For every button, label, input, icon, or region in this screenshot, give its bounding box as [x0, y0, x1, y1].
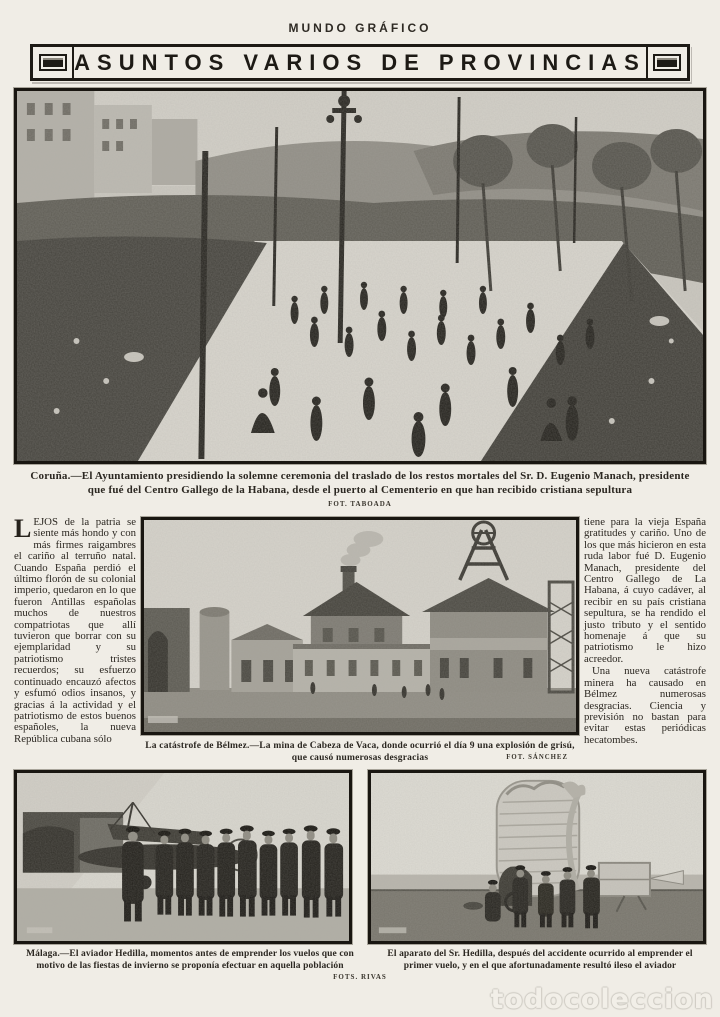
article-right-column	[584, 517, 706, 746]
aviation-photos-credit: FOTS. RIVAS	[333, 973, 387, 981]
coruna-procession-illustration	[17, 91, 703, 461]
malaga-left-caption: Málaga.—El aviador Hedilla, momentos antes de emprender los vuelos que con motivo de las fiestas de invierno se proponía efectuar en aquella población	[26, 949, 354, 971]
aviation-photo-row	[14, 770, 706, 944]
hedilla-group-photo	[14, 770, 352, 944]
malaga-right-caption: El aparato del Sr. Hedilla, después del accidente ocurrido al emprender el primer vuelo, y en el que afortunadamente resultó ileso el aviador	[387, 949, 693, 971]
drop-cap: L	[14, 514, 32, 543]
hedilla-group-illustration	[17, 773, 349, 941]
article-left-column	[14, 514, 136, 746]
coruna-caption: Coruña.—El Ayuntamiento presidiendo la solemne ceremonia del traslado de los restos mortales del Sr. D. Eugenio Manach, presidente que fué del Centro Gallego de la Habana, desde el puerto al Cementerio en que han recibido cristiana sepultura	[30, 470, 690, 496]
belmez-photo-credit: FOT. SÁNCHEZ	[506, 754, 568, 761]
hedilla-wreck-photo	[368, 770, 706, 944]
belmez-caption-line1: La catástrofe de Bélmez.—La mina de Cabeza de Vaca, donde ocurrió el día 9 una explosión de grisú,	[145, 741, 575, 751]
hedilla-wreck-illustration	[371, 773, 703, 941]
banner-ornament-left-icon	[33, 47, 74, 78]
banner-ornament-right-icon	[646, 47, 687, 78]
belmez-caption	[118, 740, 602, 764]
article-right-text-1: tiene para la vieja España gratitudes y cariño. Uno de los que más hicieron en esta ruda labor fué D. Eugenio Manach, presidente del Centro Gallego de La Habana, á cuyo cadáver, al recibir en su país cristiana sepultura, se ha rendido el justo tributo y el sentido homenaje á que su patriotismo le hizo acreedor.	[584, 516, 706, 665]
belmez-mine-photo	[141, 517, 579, 735]
section-banner	[30, 44, 690, 81]
article-left-text: EJOS de la patria se siente más hondo y con más firmes raigambres el cariño al terruño natal. Cuando España perdió el último florón de su colonial imperio, quedaron en lo que fueron Antillas españolas muchos de nuestros compatriotas que allí tuvieron que borrar con su ejemplaridad y su patriotismo tristes recuerdos; su esfuerzo continuado encauzó afectos y esfumó odios insanos, y gracias á la actividad y el patriotismo de estos buenos españoles, la nueva República cubana sólo	[14, 516, 136, 745]
coruna-photo-credit: FOT. TABOADA	[328, 500, 392, 508]
coruna-procession-photo	[14, 88, 706, 464]
belmez-caption-line2: que causó numerosas desgracias	[291, 753, 429, 763]
masthead-title: MUNDO GRÁFICO	[288, 21, 432, 35]
article-row	[14, 514, 706, 746]
article-right-text-2: Una nueva catástrofe minera ha causado en Bélmez numerosas desgracias. Ciencia y previsión no bastan para evitar estas periódicas hecatombes.	[584, 665, 706, 746]
todocoleccion-watermark: todocoleccion	[490, 984, 714, 1015]
section-title: ASUNTOS VARIOS DE PROVINCIAS	[74, 49, 646, 75]
belmez-mine-illustration	[144, 520, 576, 732]
